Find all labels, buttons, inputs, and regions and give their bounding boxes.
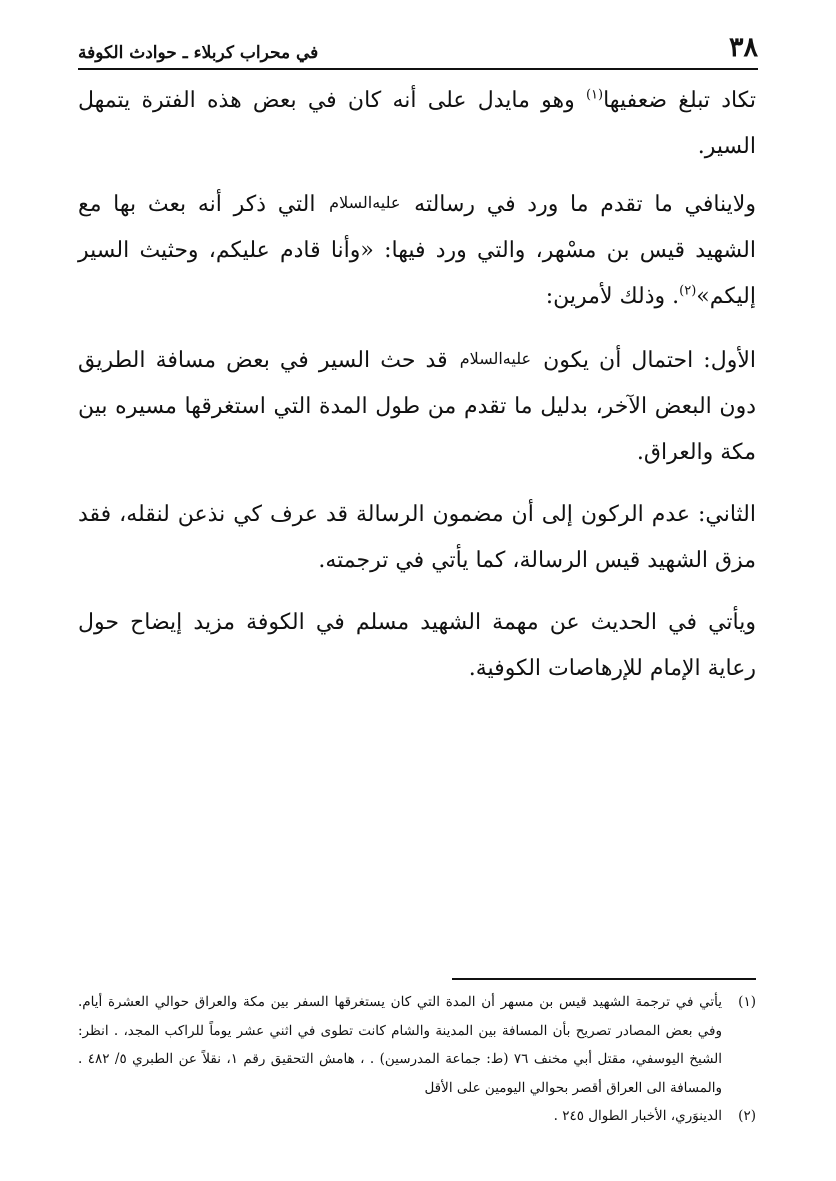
- running-title: في محراب كربلاء ـ حوادث الكوفة: [78, 43, 319, 63]
- paragraph-3-text-a: الأول: احتمال أن يكون: [533, 348, 756, 373]
- footnote-number: (٢): [738, 1108, 756, 1124]
- footnotes: [78, 988, 756, 1131]
- paragraph-1: [78, 78, 756, 170]
- paragraph-1-text-a: تكاد تبلغ ضعفيها: [603, 88, 756, 113]
- footnote-number: (١): [738, 994, 756, 1010]
- paragraph-3: [78, 336, 756, 476]
- honorific-ligature: عليه‌السلام: [329, 193, 401, 212]
- paragraph-2-text-a: ولاينافي ما تقدم ما ورد في رسالته: [402, 192, 756, 217]
- footnote-text: الدينوَري، الأخبار الطوال ٢٤٥ .: [553, 1108, 722, 1124]
- footnote-text: يأتي في ترجمة الشهيد قيس بن مسهر أن المدة التي كان يستغرقها السفر بين مكة والعراق حوالي العشرة أيام. وفي بعض المصادر تصريح بأن المسافة بين المدينة والشام كانت تطوى في اثني عشر يوماً للراكب المجد، . انظر: الشيخ اليوسفي، مقتل أبي مخنف ٧٦ (ط: جماعة المدرسين) . ، هامش التحقيق رقم ١، نقلاً عن الطبري ٥/ ٤٨٢ . والمسافة الى العراق أقصر بحوالي اليومين على الأقل: [78, 994, 722, 1096]
- footnote-ref-2: (٢): [679, 283, 697, 299]
- footnote-1: [78, 988, 756, 1102]
- paragraph-4: الثاني: عدم الركون إلى أن مضمون الرسالة قد عرف كي نذعن لنقله، فقد مزق الشهيد قيس الرسالة، كما يأتي في ترجمته.: [78, 502, 756, 573]
- honorific-ligature: عليه‌السلام: [459, 349, 532, 368]
- page-header: [78, 24, 758, 70]
- paragraph-2-text-b: التي ذكر أنه بعث بها مع الشهيد قيس بن مسْهر، والتي ورد فيها: «وأنا قادم عليكم، وحثيث السير إليكم»: [78, 192, 756, 309]
- footnote-2: [78, 1102, 756, 1131]
- footnote-ref-1: (١): [585, 87, 604, 103]
- paragraph-2: [78, 180, 756, 320]
- paragraph-3-text-b: قد حث السير في بعض مسافة الطريق دون البعض الآخر، بدليل ما تقدم من طول المدة التي استغرقها مسيره بين مكة والعراق.: [78, 348, 756, 465]
- paragraph-5: ويأتي في الحديث عن مهمة الشهيد مسلم في الكوفة مزيد إيضاح حول رعاية الإمام للإرهاصات الكوفية.: [78, 610, 756, 681]
- footnote-separator: [452, 978, 756, 980]
- paragraph-1-text-b: وهو مايدل على أنه كان في بعض هذه الفترة يتمهل السير.: [78, 88, 756, 159]
- paragraph-2-text-c: . وذلك لأمرين:: [545, 284, 680, 309]
- page-number: ٣٨: [728, 32, 758, 63]
- main-text: [78, 78, 756, 708]
